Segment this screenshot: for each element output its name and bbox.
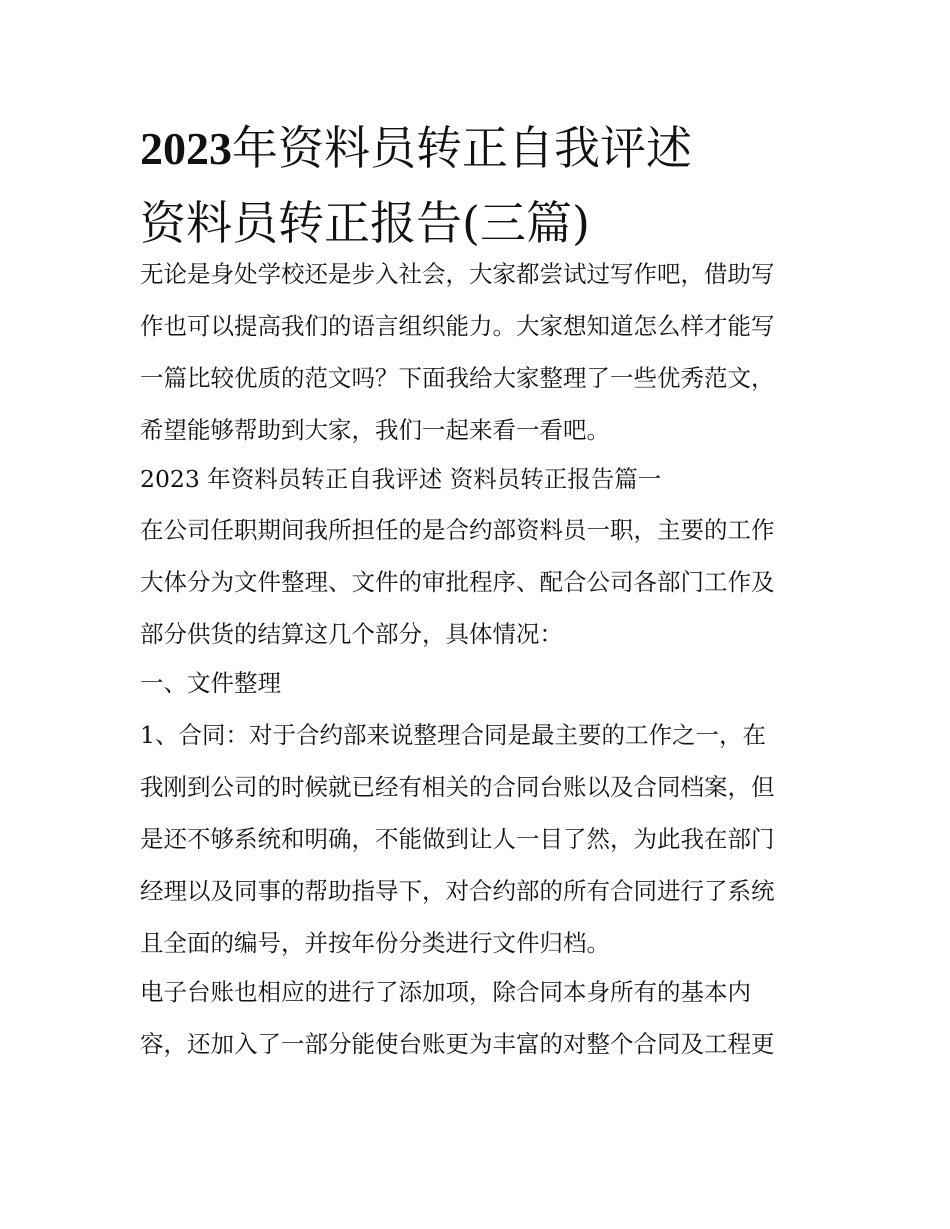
document-title-line-2: 资料员转正报告(三篇) <box>140 196 590 250</box>
body-line: 作也可以提高我们的语言组织能力。大家想知道怎么样才能写 <box>140 312 775 340</box>
body-line: 且全面的编号，并按年份分类进行文件归档。 <box>140 929 610 957</box>
body-line: 大体分为文件整理、文件的审批程序、配合公司各部门工作及 <box>140 568 775 596</box>
body-line: 一篇比较优质的范文吗？下面我给大家整理了一些优秀范文， <box>140 364 775 392</box>
body-line: 无论是身处学校还是步入社会，大家都尝试过写作吧，借助写 <box>140 260 775 288</box>
body-line: 希望能够帮助到大家，我们一起来看一看吧。 <box>140 416 610 444</box>
body-line: 是还不够系统和明确，不能做到让人一目了然，为此我在部门 <box>140 825 775 853</box>
title-text: 年资料员转正自我评述 <box>232 121 692 175</box>
subsection-heading: 一、文件整理 <box>140 669 281 697</box>
title-year: 2023 <box>140 123 232 174</box>
body-line: 我刚到公司的时候就已经有相关的合同台账以及合同档案，但 <box>140 773 775 801</box>
body-line: 电子台账也相应的进行了添加项，除合同本身所有的基本内 <box>140 978 751 1006</box>
section-heading: 2023 年资料员转正自我评述 资料员转正报告篇一 <box>140 465 662 493</box>
body-line: 经理以及同事的帮助指导下，对合约部的所有合同进行了系统 <box>140 877 775 905</box>
body-line: 部分供货的结算这几个部分，具体情况： <box>140 620 563 648</box>
body-line: 1、合同：对于合约部来说整理合同是最主要的工作之一，在 <box>140 721 766 749</box>
document-title-line-1 <box>140 118 840 179</box>
body-line: 容，还加入了一部分能使台账更为丰富的对整个合同及工程更 <box>140 1030 775 1058</box>
body-line: 在公司任职期间我所担任的是合约部资料员一职，主要的工作 <box>140 516 775 544</box>
